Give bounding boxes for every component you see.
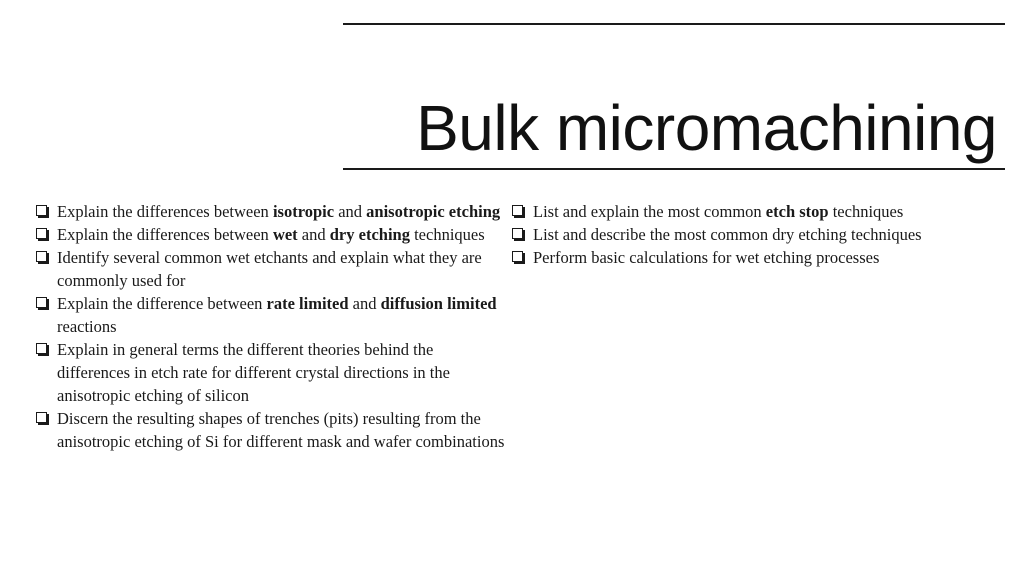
objectives-list-left: [34, 200, 510, 453]
checkbox-bullet-icon: [512, 251, 523, 262]
objective-text: Explain in general terms the different theories behind the differences in etch rate for different crystal directions in the anisotropic etching of silicon: [57, 340, 450, 405]
objective-text: List and explain the most common: [533, 202, 766, 221]
checkbox-bullet-icon: [512, 205, 523, 216]
objective-text: reactions: [57, 317, 117, 336]
title-bottom-rule: [343, 168, 1005, 170]
objectives-list-right: [510, 200, 1000, 269]
objective-text: and: [334, 202, 367, 221]
checkbox-bullet-icon: [36, 412, 47, 423]
checkbox-bullet-icon: [36, 343, 47, 354]
title-top-rule: [343, 23, 1005, 25]
objective-item: [34, 407, 510, 453]
objective-keyword: wet: [272, 225, 298, 244]
objective-item: [510, 246, 1000, 269]
objective-text: Explain the difference between: [57, 294, 267, 313]
objective-keyword: dry etching: [329, 225, 410, 244]
objective-item: [510, 223, 1000, 246]
checkbox-bullet-icon: [512, 228, 523, 239]
objective-item: [34, 200, 510, 223]
checkbox-bullet-icon: [36, 297, 47, 308]
checkbox-bullet-icon: [36, 251, 47, 262]
objective-item: [34, 292, 510, 338]
objective-item: [34, 246, 510, 292]
objective-text: techniques: [409, 225, 485, 244]
objective-text: Perform basic calculations for wet etching processes: [533, 248, 880, 267]
objective-text: and: [348, 294, 381, 313]
objective-keyword: isotropic: [272, 202, 335, 221]
objective-keyword: diffusion limited: [380, 294, 497, 313]
objective-item: [34, 338, 510, 407]
objective-text: and: [297, 225, 330, 244]
checkbox-bullet-icon: [36, 205, 47, 216]
objective-text: List and describe the most common dry etching techniques: [533, 225, 922, 244]
slide-title: Bulk micromachining: [416, 92, 997, 164]
objective-text: techniques: [828, 202, 904, 221]
objective-item: [510, 200, 1000, 223]
objective-text: Explain the differences between: [57, 202, 273, 221]
objective-text: Discern the resulting shapes of trenches (pits) resulting from the anisotropic etching of Si for different mask and wafer combinations: [57, 409, 505, 451]
objective-keyword: etch stop: [765, 202, 829, 221]
checkbox-bullet-icon: [36, 228, 47, 239]
objective-text: Identify several common wet etchants and explain what they are commonly used for: [57, 248, 482, 290]
objective-item: [34, 223, 510, 246]
objective-keyword: anisotropic etching: [366, 202, 501, 221]
objective-text: Explain the differences between: [57, 225, 273, 244]
objective-keyword: rate limited: [266, 294, 349, 313]
